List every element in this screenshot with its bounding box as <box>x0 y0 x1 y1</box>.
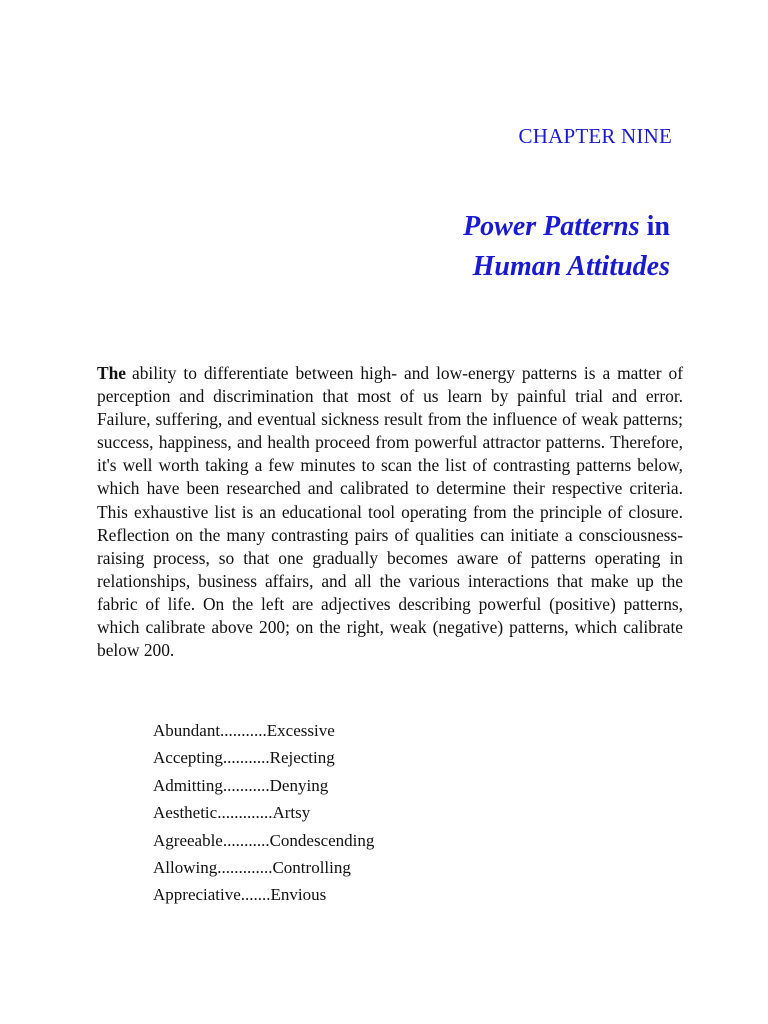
pattern-pair: Aesthetic.............Artsy <box>153 803 311 823</box>
pattern-pair: Abundant...........Excessive <box>153 721 335 740</box>
chapter-title-italic-part: Power Patterns <box>463 211 640 242</box>
chapter-title-line-1 <box>463 207 670 247</box>
pattern-pairs-list <box>153 717 374 909</box>
pattern-pair: Agreeable...........Condescending <box>153 830 375 850</box>
pattern-pair: Appreciative.......Envious <box>153 885 327 905</box>
pattern-pair: Admitting...........Denying <box>153 775 329 795</box>
chapter-label: CHAPTER NINE <box>518 124 672 148</box>
paragraph-text: ability to differentiate between high- and low-energy patterns is a matter of perception and discrimination that most of us learn by painful trial and error. Failure, suffering, and eventual sickness result from the influence of weak patterns; success, happiness, and health proceed from powerful attractor patterns. Therefore, it's well worth taking a few minutes to scan the list of contrasting patterns below, which have been researched and calibrated to determine their respective criteria. This exhaustive list is an educational tool operating from the principle of closure. Reflection on the many contrasting pairs of qualities can initiate a consciousness-raising process, so that one gradually becomes aware of patterns operating in relationships, business affairs, and all the various interactions that make up the fabric of life. On the left are adjectives describing powerful (positive) patterns, which calibrate above 200; on the right, weak (negative) patterns, which calibrate below 200. <box>97 363 683 661</box>
chapter-title-plain-part: in <box>646 211 670 242</box>
pattern-pair: Accepting...........Rejecting <box>153 748 335 768</box>
intro-paragraph <box>97 362 683 662</box>
lead-word: The <box>97 363 126 383</box>
chapter-title <box>463 207 670 287</box>
pattern-pair: Allowing.............Controlling <box>153 858 351 878</box>
chapter-title-line-2: Human Attitudes <box>472 251 670 282</box>
